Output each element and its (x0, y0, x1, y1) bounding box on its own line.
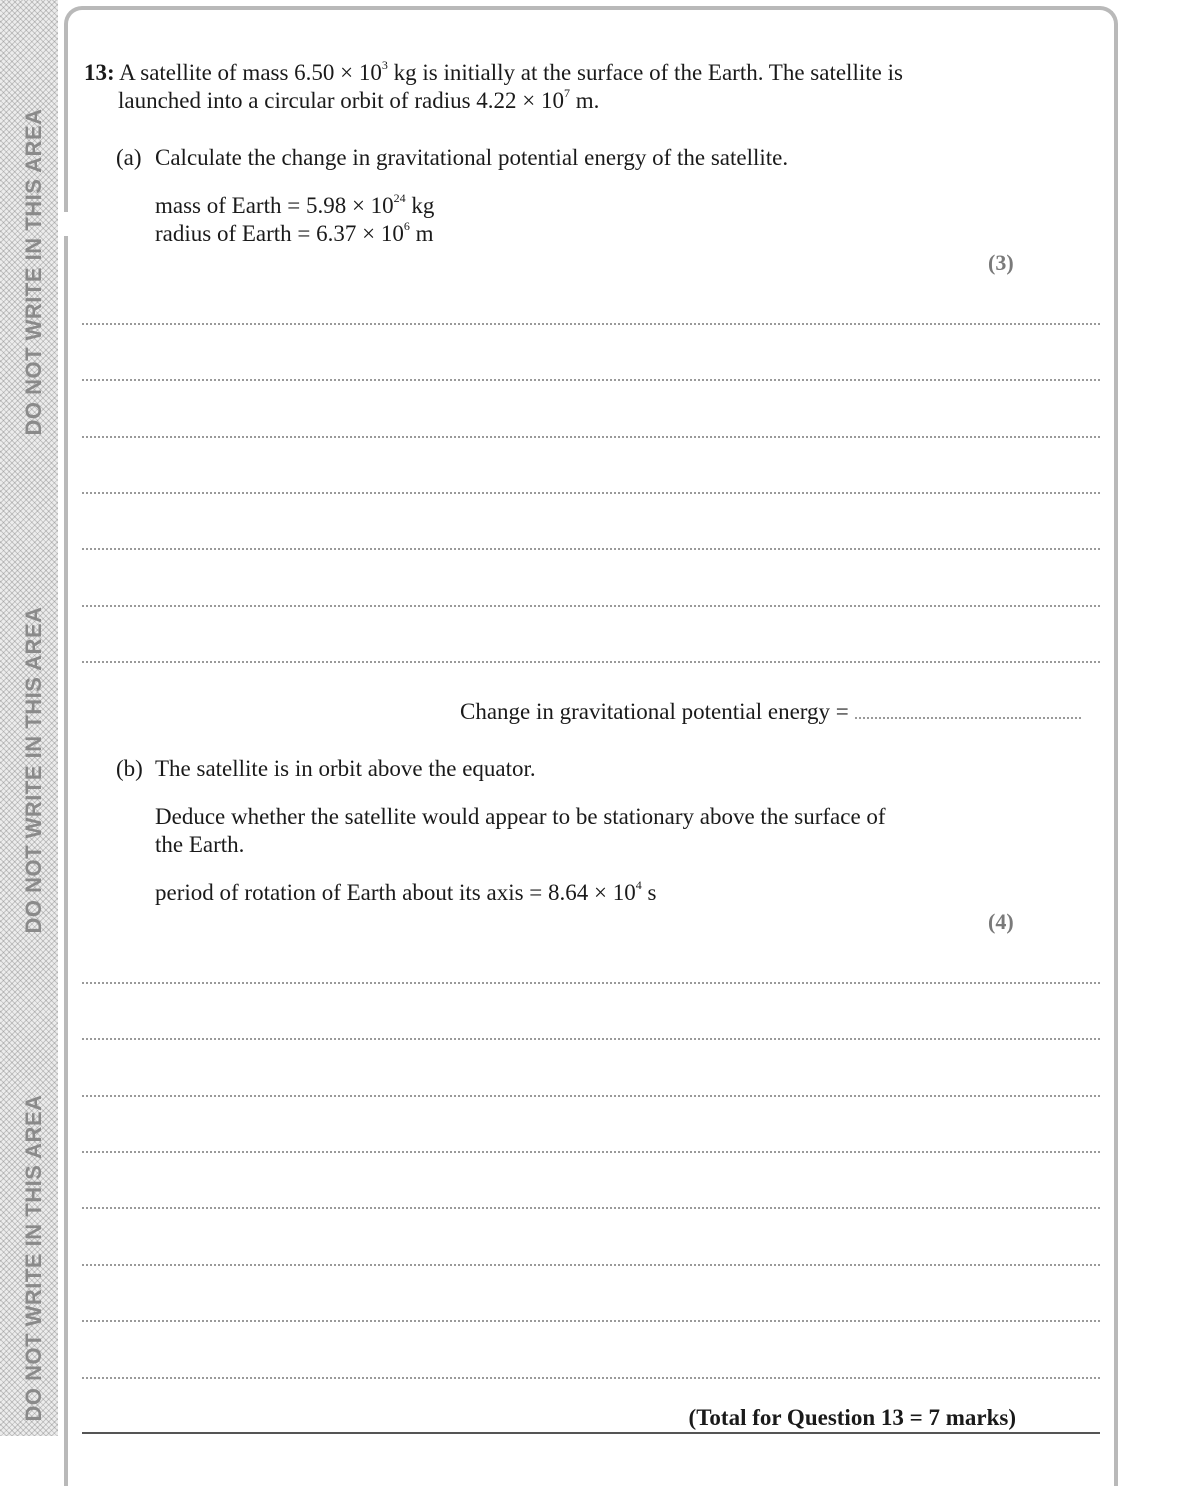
answer-line[interactable] (82, 1320, 1100, 1322)
answer-line[interactable] (82, 1207, 1100, 1209)
part-b-instruction-line-1: Deduce whether the satellite would appear to be stationary above the surface of (155, 804, 886, 829)
part-a-answer-field[interactable] (855, 699, 1081, 719)
answer-line[interactable] (82, 1264, 1100, 1266)
margin-hatched-strip (0, 0, 58, 1436)
question-stem-line-1: 13: A satellite of mass $6.50 \times 10^3$ kg is initially at the surface of the Earth. The satellite is (84, 58, 903, 85)
answer-line[interactable] (82, 436, 1100, 438)
question-number: 13: (84, 60, 115, 85)
part-b-period-of-rotation: period of rotation of Earth about its axis = $8.64 \times 10^4$ s (155, 878, 657, 905)
answer-line[interactable] (82, 323, 1100, 325)
part-b-statement: The satellite is in orbit above the equator. (155, 756, 536, 781)
margin-warning-label: DO NOT WRITE IN THIS AREA (21, 606, 46, 934)
part-b-instruction-line-2: the Earth. (155, 832, 245, 857)
answer-line[interactable] (82, 492, 1100, 494)
margin-warning-label: DO NOT WRITE IN THIS AREA (21, 108, 46, 436)
part-b-marks: (4) (988, 909, 1014, 934)
part-b-label: (b) (116, 756, 143, 781)
question-total-marks: (Total for Question 13 = 7 marks) (688, 1405, 1016, 1430)
bottom-rule (82, 1432, 1100, 1434)
question-stem-line-2: launched into a circular orbit of radius $4.22 \times 10^7$ m. (118, 86, 600, 113)
part-a-answer-prompt: Change in gravitational potential energy = (460, 699, 849, 724)
part-a-instruction: Calculate the change in gravitational potential energy of the satellite. (155, 145, 789, 170)
answer-line[interactable] (82, 1151, 1100, 1153)
frame-gap (60, 212, 72, 236)
part-a-mass-of-earth: mass of Earth = $5.98 \times 10^{24}$ kg (155, 191, 435, 218)
answer-line[interactable] (82, 661, 1100, 663)
answer-line[interactable] (82, 379, 1100, 381)
answer-line[interactable] (82, 1377, 1100, 1379)
margin-warning-label: DO NOT WRITE IN THIS AREA (21, 1094, 46, 1422)
answer-line[interactable] (82, 605, 1100, 607)
answer-line[interactable] (82, 548, 1100, 550)
part-a-radius-of-earth: radius of Earth = $6.37 \times 10^6$ m (155, 219, 434, 246)
answer-line[interactable] (82, 982, 1100, 984)
answer-line[interactable] (82, 1095, 1100, 1097)
part-a-marks: (3) (988, 250, 1014, 275)
part-a-answer-row (460, 698, 1081, 726)
part-a-label: (a) (116, 145, 142, 170)
answer-line[interactable] (82, 1038, 1100, 1040)
